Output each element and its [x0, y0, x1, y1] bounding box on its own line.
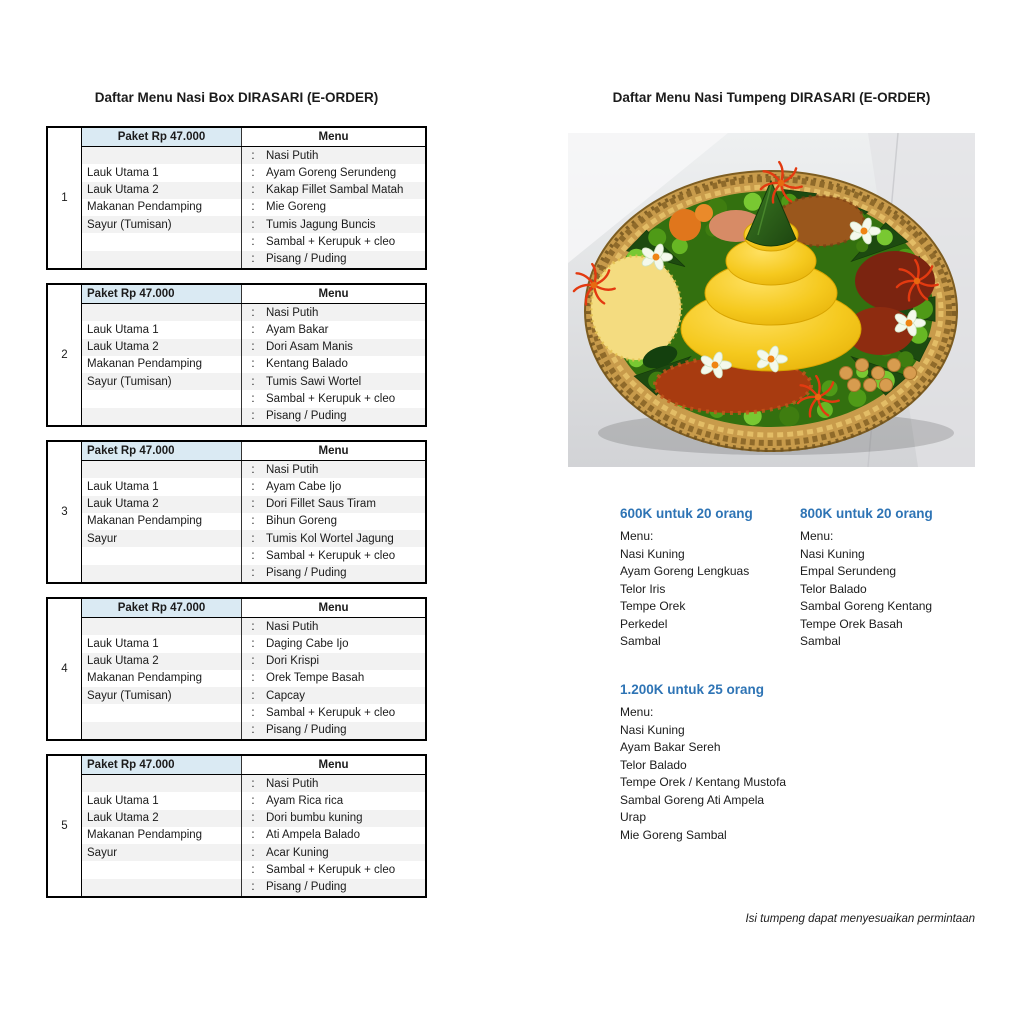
tumpeng-title: Daftar Menu Nasi Tumpeng DIRASARI (E-ORDER): [612, 90, 931, 105]
table-header-row: [82, 128, 425, 147]
table-row: [82, 182, 425, 199]
menu-item-text: Sambal + Kerupuk + cleo: [266, 236, 396, 249]
menu-row-label: Sayur (Tumisan): [82, 216, 242, 233]
sambal-goreng-right: [855, 251, 935, 311]
table-body: [82, 599, 425, 739]
colon-separator: :: [251, 777, 255, 790]
menu-item-text: Nasi Putih: [266, 149, 319, 162]
menu-row-value: [242, 530, 425, 547]
menu-row-label: [82, 704, 242, 721]
colon-separator: :: [251, 620, 255, 633]
table-row: [82, 147, 425, 164]
table-row: [82, 304, 425, 321]
menu-row-label: [82, 565, 242, 582]
menu-row-label: Lauk Utama 1: [82, 321, 242, 338]
table-body: [82, 756, 425, 896]
menu-item-text: Ayam Goreng Serundeng: [266, 166, 397, 179]
colon-separator: :: [251, 498, 255, 511]
menu-table: [46, 126, 427, 270]
menu-row-value: [242, 147, 425, 164]
colon-separator: :: [251, 812, 255, 825]
package-item: Ayam Goreng Lengkuas: [620, 564, 750, 578]
paket-header-cell: Paket Rp 47.000: [82, 756, 242, 774]
menu-item-text: Tumis Jagung Buncis: [266, 218, 376, 231]
menu-row-value: [242, 216, 425, 233]
menu-item-text: Nasi Putih: [266, 306, 319, 319]
menu-row-value: [242, 792, 425, 809]
nasi-box-title: Daftar Menu Nasi Box DIRASARI (E-ORDER): [94, 90, 379, 105]
table-row: [82, 390, 425, 407]
package-menu-label: Menu:: [620, 705, 654, 719]
package-item: Perkedel: [620, 616, 668, 631]
table-row: [82, 496, 425, 513]
menu-table: [46, 283, 427, 427]
colon-separator: :: [251, 358, 255, 371]
colon-separator: :: [251, 846, 255, 859]
table-row: [82, 635, 425, 652]
table-number: 2: [48, 285, 82, 425]
menu-header-cell: Menu: [318, 445, 349, 457]
menu-item-text: Kentang Balado: [266, 358, 348, 371]
menu-header-cell: Menu: [318, 602, 349, 614]
menu-row-value: [242, 478, 425, 495]
menu-item-text: Daging Cabe Ijo: [266, 637, 349, 650]
colon-separator: :: [251, 184, 255, 197]
colon-separator: :: [251, 532, 255, 545]
menu-row-value: [242, 496, 425, 513]
menu-row-label: Makanan Pendamping: [82, 356, 242, 373]
package-item: Tempe Orek / Kentang Mustofa: [620, 775, 787, 789]
menu-item-text: Tumis Sawi Wortel: [266, 375, 362, 388]
menu-row-label: Makanan Pendamping: [82, 827, 242, 844]
menu-row-label: [82, 147, 242, 164]
menu-row-label: [82, 879, 242, 896]
package-item: Mie Goreng Sambal: [620, 827, 727, 842]
table-header-row: [82, 599, 425, 618]
menu-item-text: Sambal + Kerupuk + cleo: [266, 393, 396, 406]
menu-row-value: [242, 164, 425, 181]
package-heading: 800K untuk 20 orang: [800, 506, 933, 521]
menu-item-text: Sambal + Kerupuk + cleo: [266, 707, 396, 720]
colon-separator: :: [251, 672, 255, 685]
colon-separator: :: [251, 480, 255, 493]
colon-separator: :: [251, 724, 255, 737]
menu-item-text: Ayam Rica rica: [266, 794, 344, 807]
package-menu-label: Menu:: [620, 529, 654, 543]
package-item: Nasi Kuning: [800, 546, 865, 561]
colon-separator: :: [251, 201, 255, 214]
table-row: [82, 233, 425, 250]
menu-item-text: Acar Kuning: [266, 846, 329, 859]
menu-item-text: Dori Asam Manis: [266, 341, 353, 354]
table-row: [82, 670, 425, 687]
menu-row-label: [82, 775, 242, 792]
menu-row-value: [242, 339, 425, 356]
colon-separator: :: [251, 375, 255, 388]
table-row: [82, 356, 425, 373]
colon-separator: :: [251, 864, 255, 877]
menu-item-text: Sambal + Kerupuk + cleo: [266, 550, 396, 563]
table-body: [82, 285, 425, 425]
colon-separator: :: [251, 707, 255, 720]
table-number: 1: [48, 128, 82, 268]
menu-row-value: [242, 653, 425, 670]
table-row: [82, 704, 425, 721]
table-row: [82, 339, 425, 356]
table-row: [82, 251, 425, 268]
table-row: [82, 530, 425, 547]
package-item: Nasi Kuning: [620, 546, 685, 561]
table-header-row: [82, 285, 425, 304]
menu-row-label: [82, 304, 242, 321]
package-block: [800, 505, 990, 651]
menu-row-value: [242, 373, 425, 390]
menu-item-text: Bihun Goreng: [266, 515, 337, 528]
menu-item-text: Tumis Kol Wortel Jagung: [266, 532, 394, 545]
menu-row-value: [242, 618, 425, 635]
menu-row-value: [242, 233, 425, 250]
paket-header-cell: Paket Rp 47.000: [82, 285, 242, 303]
menu-item-text: Pisang / Puding: [266, 253, 347, 266]
package-item: Telor Balado: [800, 581, 867, 596]
tumpeng-photo: [568, 133, 975, 467]
colon-separator: :: [251, 323, 255, 336]
package-item: Sambal: [800, 634, 841, 648]
menu-row-label: [82, 251, 242, 268]
menu-row-value: [242, 687, 425, 704]
menu-table: [46, 597, 427, 741]
table-row: [82, 844, 425, 861]
menu-row-label: [82, 233, 242, 250]
menu-row-value: [242, 670, 425, 687]
table-row: [82, 321, 425, 338]
menu-table: [46, 754, 427, 898]
menu-row-value: [242, 199, 425, 216]
menu-item-text: Pisang / Puding: [266, 410, 347, 423]
package-item: Urap: [620, 810, 647, 824]
table-header-row: [82, 756, 425, 775]
package-heading: 1.200K untuk 25 orang: [620, 682, 765, 697]
menu-row-label: Makanan Pendamping: [82, 670, 242, 687]
menu-item-text: Dori bumbu kuning: [266, 812, 363, 825]
table-header-row: [82, 442, 425, 461]
tumpeng-photo-illustration: [568, 133, 975, 467]
menu-row-value: [242, 565, 425, 582]
menu-row-value: [242, 879, 425, 896]
menu-row-label: Lauk Utama 1: [82, 478, 242, 495]
menu-row-value: [242, 513, 425, 530]
colon-separator: :: [251, 655, 255, 668]
package-item: Sambal Goreng Kentang: [800, 599, 933, 613]
menu-row-value: [242, 304, 425, 321]
menu-table: [46, 440, 427, 584]
menu-row-label: Lauk Utama 2: [82, 653, 242, 670]
table-row: [82, 775, 425, 792]
menu-item-text: Pisang / Puding: [266, 881, 347, 894]
colon-separator: :: [251, 463, 255, 476]
menu-row-value: [242, 844, 425, 861]
menu-row-label: Sayur: [82, 844, 242, 861]
table-row: [82, 792, 425, 809]
table-row: [82, 565, 425, 582]
colon-separator: :: [251, 410, 255, 423]
table-row: [82, 513, 425, 530]
menu-row-label: Lauk Utama 2: [82, 810, 242, 827]
menu-item-text: Sambal + Kerupuk + cleo: [266, 864, 396, 877]
table-row: [82, 722, 425, 739]
menu-row-label: [82, 861, 242, 878]
colon-separator: :: [251, 637, 255, 650]
colon-separator: :: [251, 236, 255, 249]
menu-row-value: [242, 775, 425, 792]
menu-row-label: Lauk Utama 1: [82, 635, 242, 652]
menu-row-label: [82, 461, 242, 478]
menu-row-value: [242, 810, 425, 827]
table-row: [82, 653, 425, 670]
menu-item-text: Pisang / Puding: [266, 724, 347, 737]
package-block: [620, 681, 810, 844]
table-row: [82, 478, 425, 495]
menu-row-label: Lauk Utama 1: [82, 164, 242, 181]
paket-header-cell: Paket Rp 47.000: [82, 599, 242, 617]
colon-separator: :: [251, 341, 255, 354]
menu-row-value: [242, 827, 425, 844]
menu-row-label: [82, 547, 242, 564]
paket-header-cell: Paket Rp 47.000: [82, 442, 242, 460]
table-number: 3: [48, 442, 82, 582]
table-row: [82, 408, 425, 425]
colon-separator: :: [251, 550, 255, 563]
colon-separator: :: [251, 393, 255, 406]
menu-item-text: Nasi Putih: [266, 620, 319, 633]
package-menu-label: Menu:: [800, 529, 834, 543]
colon-separator: :: [251, 253, 255, 266]
table-row: [82, 373, 425, 390]
table-row: [82, 687, 425, 704]
menu-row-label: Lauk Utama 2: [82, 182, 242, 199]
menu-row-label: Makanan Pendamping: [82, 199, 242, 216]
colon-separator: :: [251, 794, 255, 807]
menu-row-label: Sayur (Tumisan): [82, 373, 242, 390]
package-item: Nasi Kuning: [620, 722, 685, 737]
colon-separator: :: [251, 567, 255, 580]
package-heading: 600K untuk 20 orang: [620, 506, 753, 521]
colon-separator: :: [251, 218, 255, 231]
colon-separator: :: [251, 881, 255, 894]
menu-item-text: Orek Tempe Basah: [266, 672, 365, 685]
table-row: [82, 461, 425, 478]
menu-header-cell: Menu: [318, 288, 349, 300]
menu-item-text: Kakap Fillet Sambal Matah: [266, 184, 404, 197]
menu-item-text: Capcay: [266, 689, 305, 702]
colon-separator: :: [251, 149, 255, 162]
menu-row-value: [242, 251, 425, 268]
footnote: Isi tumpeng dapat menyesuaikan permintaan: [745, 913, 975, 925]
table-number: 5: [48, 756, 82, 896]
table-row: [82, 861, 425, 878]
menu-header-cell: Menu: [318, 131, 349, 143]
table-body: [82, 128, 425, 268]
menu-row-value: [242, 390, 425, 407]
paket-header-cell: Paket Rp 47.000: [82, 128, 242, 146]
menu-row-label: Lauk Utama 2: [82, 339, 242, 356]
menu-row-value: [242, 408, 425, 425]
table-row: [82, 810, 425, 827]
menu-item-text: Nasi Putih: [266, 463, 319, 476]
table-row: [82, 618, 425, 635]
table-body: [82, 442, 425, 582]
table-row: [82, 547, 425, 564]
colon-separator: :: [251, 166, 255, 179]
package-item: Tempe Orek Basah: [800, 616, 903, 631]
colon-separator: :: [251, 689, 255, 702]
menu-item-text: Dori Fillet Saus Tiram: [266, 498, 376, 511]
menu-item-text: Ayam Cabe Ijo: [266, 480, 342, 493]
menu-row-label: Lauk Utama 1: [82, 792, 242, 809]
package-block: [620, 505, 810, 651]
package-item: Tempe Orek: [620, 599, 686, 613]
menu-row-label: Sayur: [82, 530, 242, 547]
table-row: [82, 164, 425, 181]
package-item: Telor Balado: [620, 757, 687, 772]
menu-item-text: Dori Krispi: [266, 655, 320, 668]
package-item: Telor Iris: [620, 581, 666, 596]
menu-header-cell: Menu: [318, 759, 349, 771]
table-row: [82, 879, 425, 896]
nasi-box-tables: [46, 126, 427, 911]
menu-row-label: Sayur (Tumisan): [82, 687, 242, 704]
menu-item-text: Mie Goreng: [266, 201, 327, 214]
menu-row-value: [242, 182, 425, 199]
menu-row-value: [242, 321, 425, 338]
menu-row-value: [242, 722, 425, 739]
colon-separator: :: [251, 515, 255, 528]
menu-row-label: Lauk Utama 2: [82, 496, 242, 513]
menu-row-label: Makanan Pendamping: [82, 513, 242, 530]
menu-item-text: Pisang / Puding: [266, 567, 347, 580]
package-item: Sambal: [620, 634, 661, 648]
package-item: Sambal Goreng Ati Ampela: [620, 792, 765, 807]
table-row: [82, 216, 425, 233]
table-row: [82, 827, 425, 844]
menu-item-text: Nasi Putih: [266, 777, 319, 790]
menu-row-value: [242, 704, 425, 721]
menu-row-label: [82, 408, 242, 425]
colon-separator: :: [251, 829, 255, 842]
menu-row-label: [82, 722, 242, 739]
table-row: [82, 199, 425, 216]
package-item: Ayam Bakar Sereh: [620, 740, 721, 754]
menu-row-value: [242, 861, 425, 878]
colon-separator: :: [251, 306, 255, 319]
menu-item-text: Ayam Bakar: [266, 323, 329, 336]
menu-item-text: Ati Ampela Balado: [266, 829, 360, 842]
package-item: Empal Serundeng: [800, 564, 897, 578]
menu-row-label: [82, 390, 242, 407]
menu-row-value: [242, 461, 425, 478]
menu-row-label: [82, 618, 242, 635]
menu-row-value: [242, 547, 425, 564]
menu-row-value: [242, 356, 425, 373]
menu-row-value: [242, 635, 425, 652]
table-number: 4: [48, 599, 82, 739]
